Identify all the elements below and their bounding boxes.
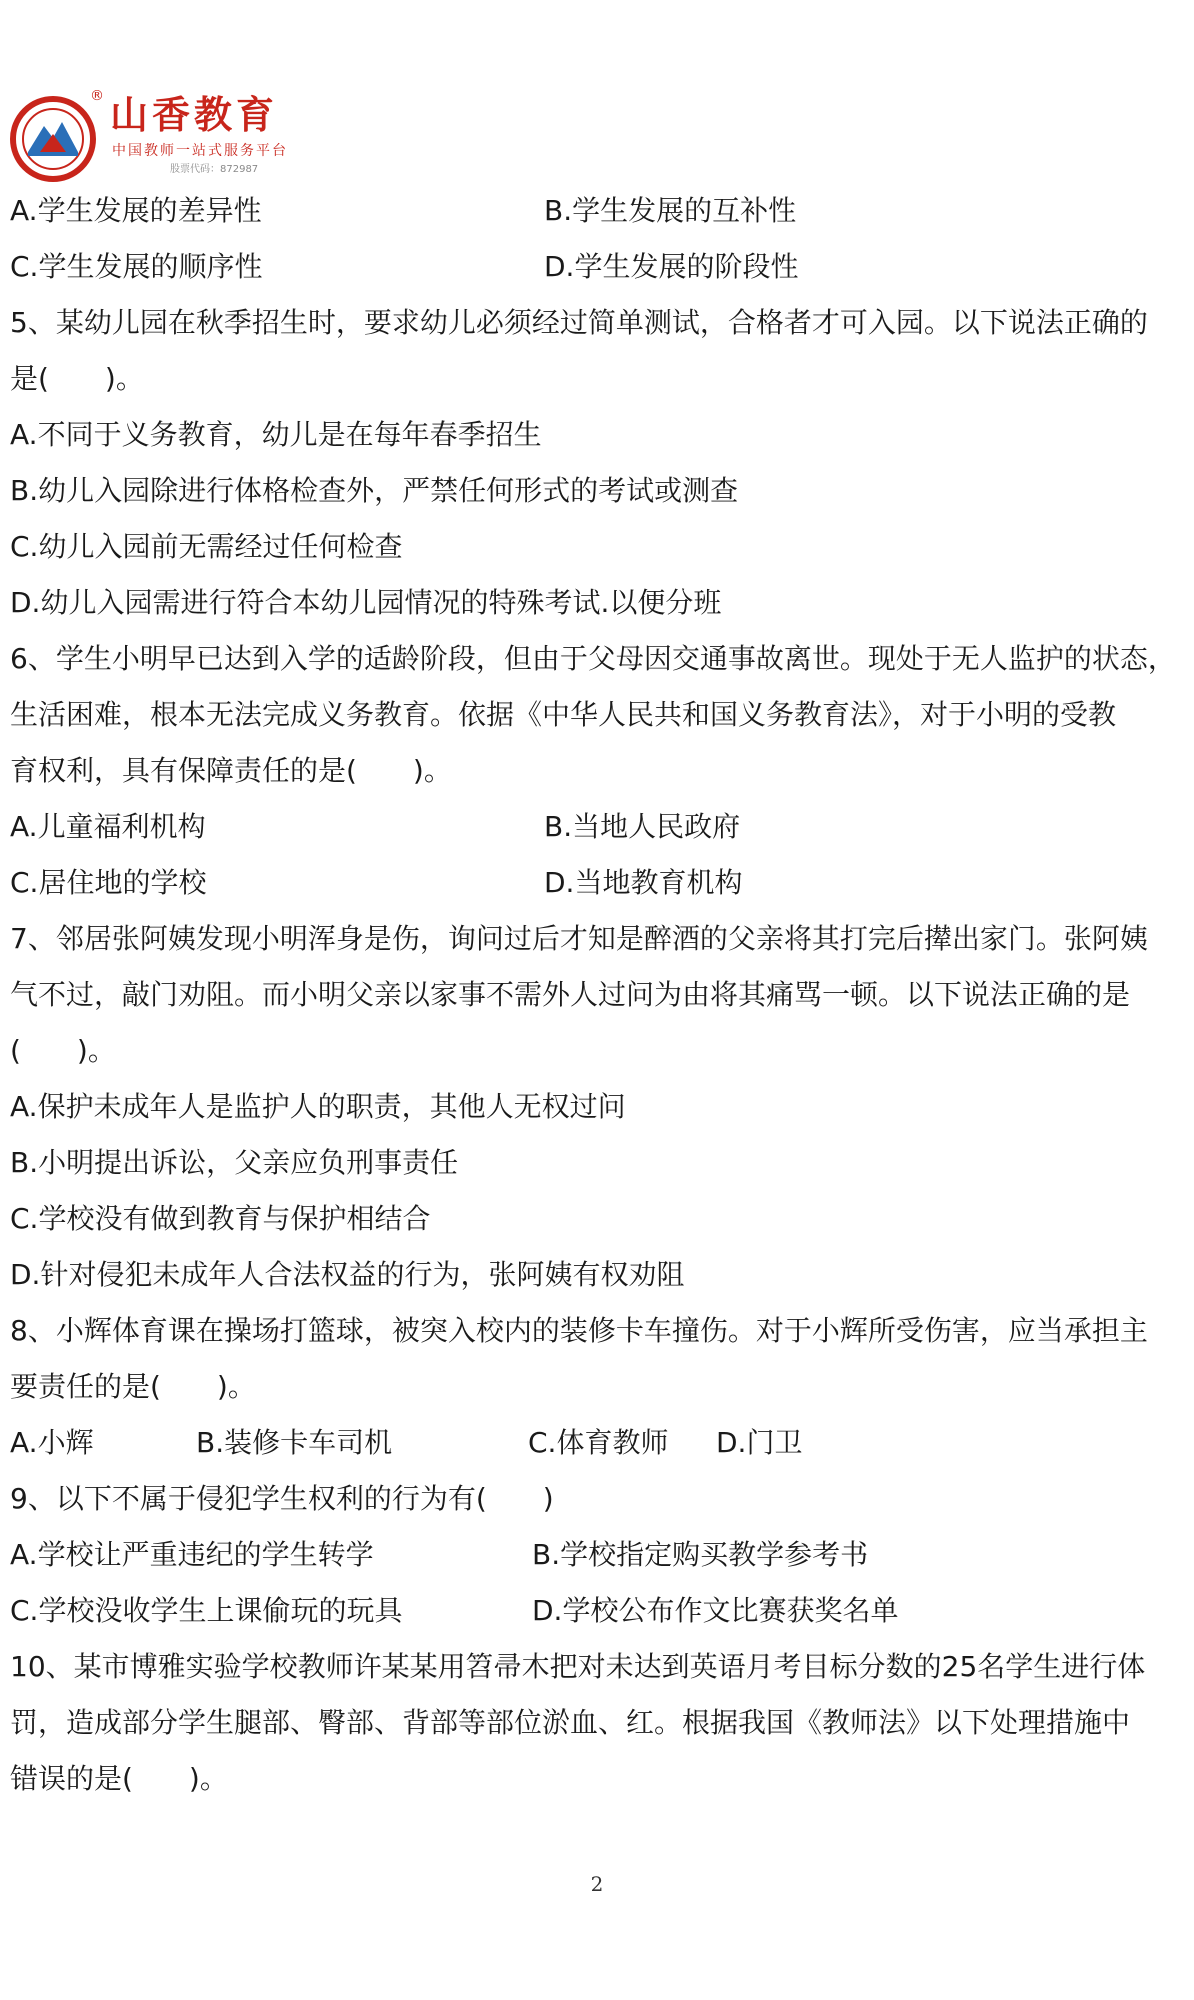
option-c: C.学生发展的顺序性 xyxy=(10,250,263,283)
option-b: B.学生发展的互补性 xyxy=(544,194,797,227)
text-line xyxy=(10,1527,1180,1583)
text-line xyxy=(10,239,1180,295)
option-line: D.针对侵犯未成年人合法权益的行为，张阿姨有权劝阻 xyxy=(10,1258,685,1291)
question-text: 9、以下不属于侵犯学生权利的行为有( ) xyxy=(10,1482,554,1515)
registered-mark: ® xyxy=(90,88,104,104)
question-text: 错误的是( )。 xyxy=(10,1762,228,1795)
option-line: B.小明提出诉讼，父亲应负刑事责任 xyxy=(10,1146,459,1179)
brand-logo xyxy=(10,88,320,178)
question-text: 罚，造成部分学生腿部、臀部、背部等部位淤血、红。根据我国《教师法》以下处理措施中 xyxy=(10,1706,1131,1739)
brand-name: 山香教育 xyxy=(110,93,279,137)
option-c: C.居住地的学校 xyxy=(10,866,207,899)
text-line xyxy=(10,1583,1180,1639)
option-line: C.幼儿入园前无需经过任何检查 xyxy=(10,530,403,563)
text-line xyxy=(10,799,1180,855)
question-text: ( )。 xyxy=(10,1034,116,1067)
question-text: 10、某市博雅实验学校教师许某某用笤帚木把对未达到英语月考目标分数的25名学生进行体 xyxy=(10,1650,1146,1683)
option-b: B.装修卡车司机 xyxy=(196,1426,393,1459)
option-line: A.保护未成年人是监护人的职责，其他人无权过问 xyxy=(10,1090,626,1123)
option-c: C.体育教师 xyxy=(528,1426,669,1459)
question-text: 是( )。 xyxy=(10,362,144,395)
question-text: 8、小辉体育课在操场打篮球，被突入校内的装修卡车撞伤。对于小辉所受伤害，应当承担主 xyxy=(10,1314,1148,1347)
stock-code: 股票代码：872987 xyxy=(170,164,259,175)
question-text: 生活困难，根本无法完成义务教育。依据《中华人民共和国义务教育法》，对于小明的受教 xyxy=(10,698,1117,731)
option-d: D.学生发展的阶段性 xyxy=(544,250,799,283)
question-text: 气不过，敲门劝阻。而小明父亲以家事不需外人过问为由将其痛骂一顿。以下说法正确的是 xyxy=(10,978,1131,1011)
option-line: D.幼儿入园需进行符合本幼儿园情况的特殊考试.以便分班 xyxy=(10,586,722,619)
question-text: 7、邻居张阿姨发现小明浑身是伤，询问过后才知是醉酒的父亲将其打完后撵出家门。张阿姨 xyxy=(10,922,1148,955)
page-number: 2 xyxy=(590,1872,604,1896)
option-a: A.学校让严重违纪的学生转学 xyxy=(10,1538,374,1571)
question-text: 育权利，具有保障责任的是( )。 xyxy=(10,754,452,787)
question-text: 6、学生小明早已达到入学的适龄阶段，但由于父母因交通事故离世。现处于无人监护的状态， xyxy=(10,642,1176,675)
option-b: B.学校指定购买教学参考书 xyxy=(532,1538,869,1571)
option-a: A.学生发展的差异性 xyxy=(10,194,262,227)
text-line xyxy=(10,183,1180,239)
option-line: A.不同于义务教育，幼儿是在每年春季招生 xyxy=(10,418,542,451)
question-text: 5、某幼儿园在秋季招生时，要求幼儿必须经过简单测试，合格者才可入园。以下说法正确的 xyxy=(10,306,1148,339)
option-d: D.门卫 xyxy=(716,1426,803,1459)
option-b: B.当地人民政府 xyxy=(544,810,741,843)
question-text: 要责任的是( )。 xyxy=(10,1370,256,1403)
brand-tagline: 中国教师一站式服务平台 xyxy=(112,143,288,159)
option-line: C.学校没有做到教育与保护相结合 xyxy=(10,1202,431,1235)
option-c: C.学校没收学生上课偷玩的玩具 xyxy=(10,1594,403,1627)
option-a: A.小辉 xyxy=(10,1426,94,1459)
text-line xyxy=(10,1415,1180,1471)
text-line xyxy=(10,855,1180,911)
mountain-emblem-icon xyxy=(10,96,96,182)
option-d: D.学校公布作文比赛获奖名单 xyxy=(532,1594,899,1627)
option-a: A.儿童福利机构 xyxy=(10,810,206,843)
option-line: B.幼儿入园除进行体格检查外，严禁任何形式的考试或测查 xyxy=(10,474,739,507)
option-d: D.当地教育机构 xyxy=(544,866,743,899)
